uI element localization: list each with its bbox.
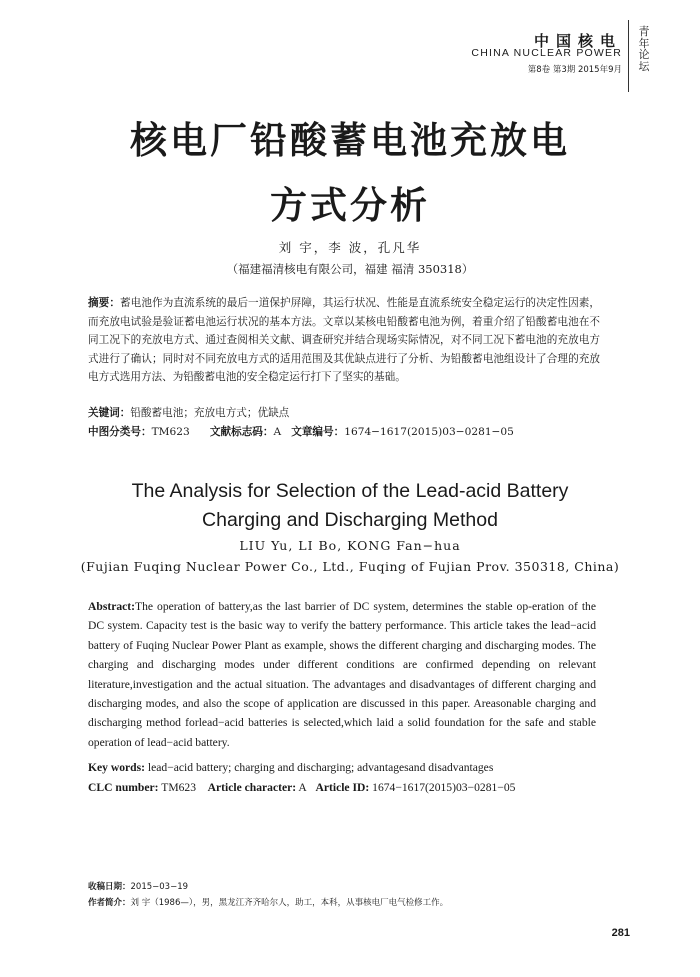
- abstract-cn: [88, 294, 600, 387]
- keywords-cn-label: 关键词：: [88, 407, 131, 419]
- title-en-line1: The Analysis for Selection of the Lead-acid Battery: [131, 480, 569, 502]
- keywords-en-label: Key words:: [88, 761, 145, 774]
- title-cn-line1: 核电厂铅酸蓄电池充放电: [130, 119, 570, 162]
- article-id-en-value: 1674−1617(2015)03−0281−05: [372, 781, 516, 794]
- keywords-cn-text: 铅酸蓄电池；充放电方式；优缺点: [130, 407, 290, 419]
- authors-en: LIU Yu, LI Bo, KONG Fan−hua: [239, 538, 461, 553]
- affiliation-en: (Fujian Fuqing Nuclear Power Co., Ltd., Fuqing of Fujian Prov. 350318, China): [80, 559, 620, 574]
- page-number: 281: [611, 927, 630, 939]
- article-id-cn-label: 文章编号：: [291, 426, 345, 438]
- author-bio: [88, 896, 448, 908]
- abstract-en-text: The operation of battery,as the last barrier of DC system, determines the stable op-eration of the DC system. Capacity test is the basic way to verify the battery performance. This article takes the lead−acid battery of Fuqing Nuclear Power Plant as example, shows the different charging and discharging modes. The charging and discharging modes under different conditions are confirmed depending on relevant literature,investigation and the actual situation. The advantages and disadvantages of different charging and discharging modes, and also the scope of application are discussed in this paper. Areasonable charging and discharging method forlead−acid batteries is selected,which laid a solid foundation for the safe and stable operation of lead−acid battery.: [88, 600, 596, 749]
- clc-en-value: TM623: [161, 781, 197, 794]
- journal-name-cn: 中国核电: [533, 32, 622, 50]
- keywords-cn: [88, 405, 600, 420]
- abstract-cn-label: 摘要：: [88, 297, 121, 309]
- journal-volume: 第8卷 第3期 2015年9月: [527, 65, 622, 75]
- doc-code-cn-label: 文献标志码：: [209, 426, 274, 438]
- article-character-value: A: [298, 781, 307, 794]
- affiliation-cn: （福建福清核电有限公司，福建 福清 350318）: [226, 262, 474, 276]
- received-label: 收稿日期：: [88, 882, 131, 892]
- received-value: 2015−03−19: [130, 882, 189, 892]
- abstract-en: [88, 597, 596, 752]
- received-date: [88, 880, 188, 892]
- keywords-en-text: lead−acid battery; charging and discharging; advantagesand disadvantages: [147, 761, 494, 774]
- authors-cn: 刘 宇，李 波，孔凡华: [278, 240, 422, 255]
- header-divider: [628, 20, 629, 92]
- keywords-en: [88, 761, 600, 774]
- doc-code-cn-value: A: [273, 426, 282, 438]
- clc-cn-label: 中图分类号：: [88, 426, 152, 438]
- title-en-line2: Charging and Discharging Method: [202, 509, 498, 531]
- clc-en-label: CLC number:: [88, 781, 159, 794]
- title-en: [0, 477, 700, 535]
- abstract-cn-text: 蓄电池作为直流系统的最后一道保护屏障，其运行状况、性能是直流系统安全稳定运行的决定性因素，而充放电试验是验证蓄电池运行状况的基本方法。文章以某核电铅酸蓄电池为例，着重介绍了铅酸蓄电池在不同工况下的充放电方式、通过查阅相关文献、调查研究并结合现场实际情况，对不同工况下蓄电池的充放电方式进行了确认；同时对不同充放电方式的适用范围及其优缺点进行了分析、为铅酸蓄电池组设计了合理的充放电方式选用方法、为铅酸蓄电池的安全稳定运行打下了坚实的基础。: [88, 297, 601, 384]
- classification-en: [88, 781, 600, 794]
- classification-cn: [88, 424, 600, 439]
- title-cn-line2: 方式分析: [270, 184, 430, 227]
- article-character-label: Article character:: [207, 781, 297, 794]
- bio-label: 作者简介：: [88, 898, 131, 908]
- bio-value: 刘 宇（1986—），男，黑龙江齐齐哈尔人，助工，本科，从事核电厂电气检修工作。: [130, 898, 449, 908]
- article-id-cn-value: 1674−1617(2015)03−0281−05: [344, 426, 514, 438]
- column-label: 青年论坛: [638, 25, 650, 73]
- clc-cn-value: TM623: [151, 426, 190, 438]
- journal-name-en: CHINA NUCLEAR POWER: [471, 47, 622, 59]
- article-id-en-label: Article ID:: [315, 781, 370, 794]
- abstract-en-label: Abstract:: [88, 600, 136, 613]
